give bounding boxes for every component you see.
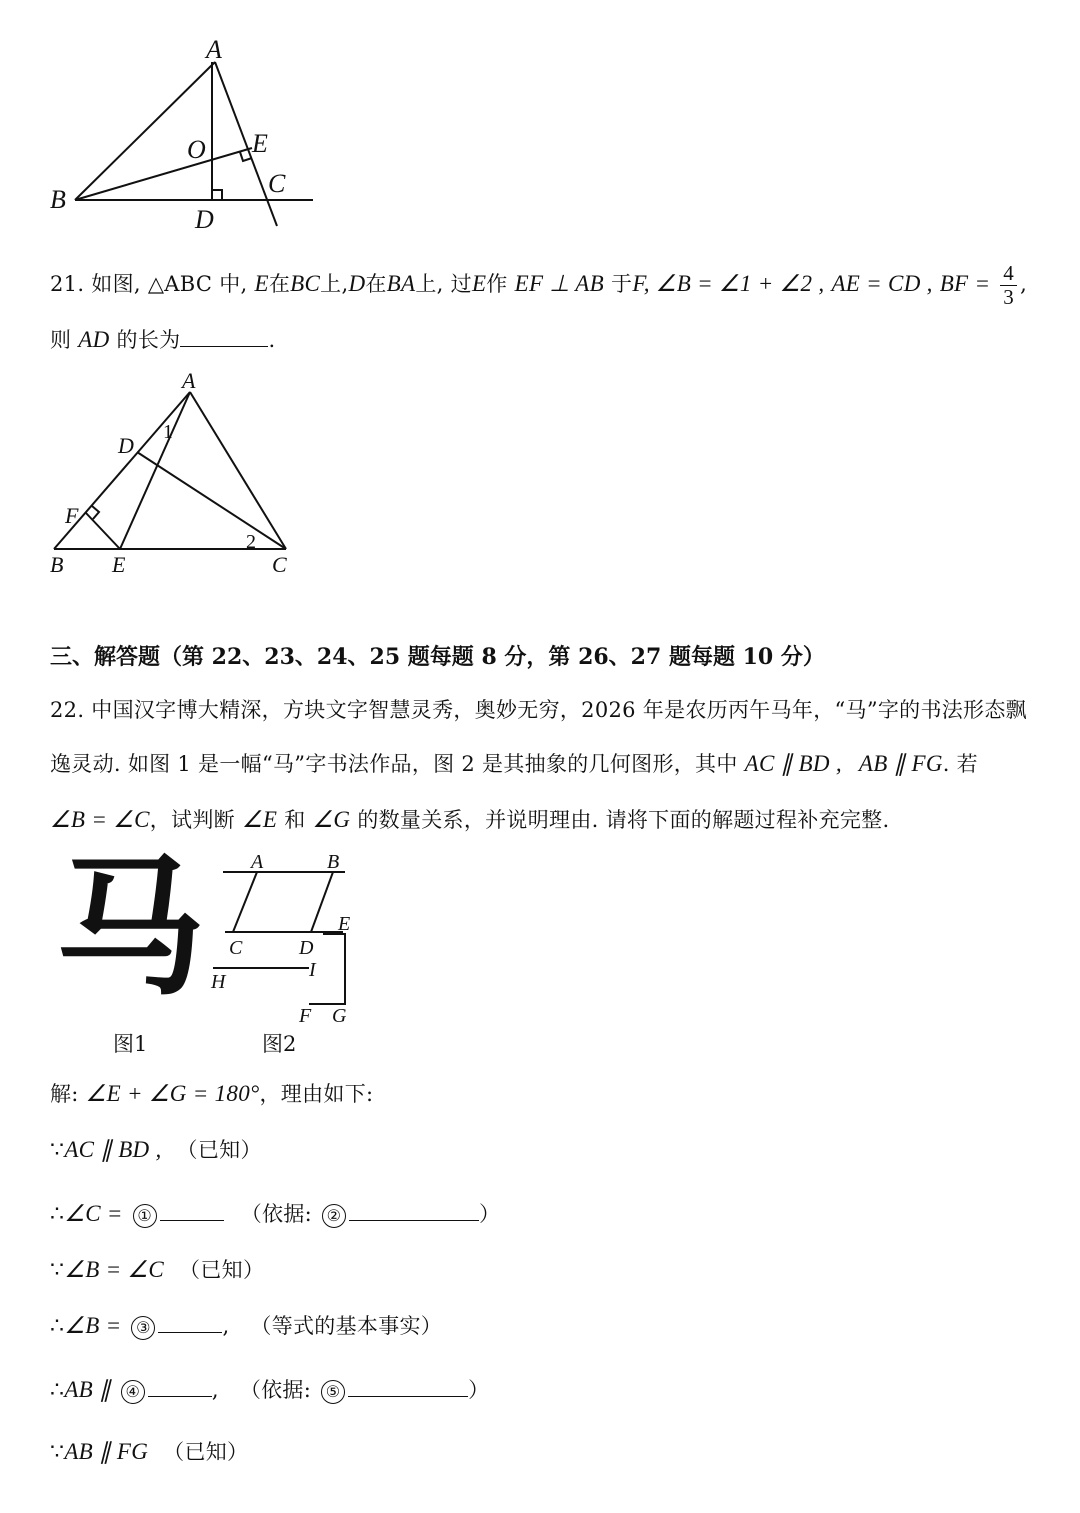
label-D: D xyxy=(118,433,134,458)
solution-line5: ∴∠B = ③ , （等式的基本事实） xyxy=(50,1313,443,1338)
label-F: F xyxy=(65,503,79,528)
q22-line1: 22. 中国汉字博大精深，方块文字智慧灵秀，奥妙无穷，2026 年是农历丙午马年，“马”字的书法形态飘 xyxy=(50,698,1027,722)
answer-blank-2[interactable] xyxy=(349,1200,479,1221)
label-G: G xyxy=(332,1005,347,1027)
segment-AE xyxy=(120,392,190,549)
right-angle-mark-F xyxy=(92,506,99,519)
figure-21-triangle xyxy=(40,368,310,583)
solution-line3: ∴∠C = ① （依据: ② ） xyxy=(50,1201,501,1226)
label-A: A xyxy=(251,851,264,873)
solution-line4: ∵∠B = ∠C （已知） xyxy=(50,1257,265,1282)
label-E: E xyxy=(252,129,268,158)
q21-line2: 则 AD 的长为 . xyxy=(50,327,276,352)
segment-AC xyxy=(233,872,257,932)
answer-blank-3[interactable] xyxy=(158,1312,222,1333)
label-A: A xyxy=(182,368,196,393)
label-H: H xyxy=(211,971,226,993)
solution-line6: ∴AB ∥ ④ , （依据: ⑤ ） xyxy=(50,1377,490,1402)
label-B: B xyxy=(50,185,66,214)
label-B: B xyxy=(50,552,64,577)
segment-EF xyxy=(86,513,120,549)
calligraphy-ma-character: 马 xyxy=(55,840,206,1016)
segment-BD xyxy=(311,872,333,932)
label-C: C xyxy=(229,937,243,959)
label-I: I xyxy=(309,959,316,981)
label-A: A xyxy=(206,35,222,64)
solution-line1: 解: ∠E + ∠G = 180°，理由如下: xyxy=(50,1081,374,1106)
label-D: D xyxy=(195,205,214,234)
solution-line7: ∵AB ∥ FG （已知） xyxy=(50,1439,249,1464)
segment-AC xyxy=(190,392,286,549)
answer-blank-1[interactable] xyxy=(160,1200,224,1221)
label-O: O xyxy=(187,135,206,164)
label-D: D xyxy=(299,937,314,959)
answer-blank-21[interactable] xyxy=(180,326,268,347)
label-E: E xyxy=(112,552,126,577)
answer-blank-5[interactable] xyxy=(348,1376,468,1397)
label-F: F xyxy=(299,1005,312,1027)
q22-line2: 逸灵动. 如图 1 是一幅“马”字书法作品，图 2 是其抽象的几何图形，其中 AC ∥ BD , AB ∥ FG. 若 xyxy=(50,751,978,776)
caption-figure-2: 图2 xyxy=(262,1032,297,1056)
segment-DC xyxy=(137,452,286,549)
right-angle-mark-D xyxy=(212,190,222,200)
label-angle-2: 2 xyxy=(246,531,256,553)
q21-line1: 21. 如图, △ABC 中, E在BC上,D在BA上, 过E作 EF ⊥ AB 于F, ∠B = ∠1 + ∠2 , AE = CD , BF = $\frac{4}{3}$ , xyxy=(50,261,1028,309)
figure-top-triangle xyxy=(40,30,340,245)
solution-line2: ∵AC ∥ BD , （已知） xyxy=(50,1137,262,1162)
label-C: C xyxy=(272,552,287,577)
section-3-heading: 三、解答题（第 22、23、24、25 题每题 8 分，第 26、27 题每题 10 分） xyxy=(50,644,825,670)
fraction-4-3: $\frac{4}{3}$ xyxy=(1000,262,1017,309)
q22-line3: ∠B = ∠C，试判断 ∠E 和 ∠G 的数量关系，并说明理由. 请将下面的解题过程补充完整. xyxy=(50,807,890,832)
label-B: B xyxy=(327,851,340,873)
answer-blank-4[interactable] xyxy=(148,1376,212,1397)
label-C: C xyxy=(268,169,286,198)
caption-figure-1: 图1 xyxy=(113,1032,148,1056)
figure-22-geometry xyxy=(205,848,365,1028)
label-angle-1: 1 xyxy=(163,421,173,443)
label-E: E xyxy=(338,913,351,935)
